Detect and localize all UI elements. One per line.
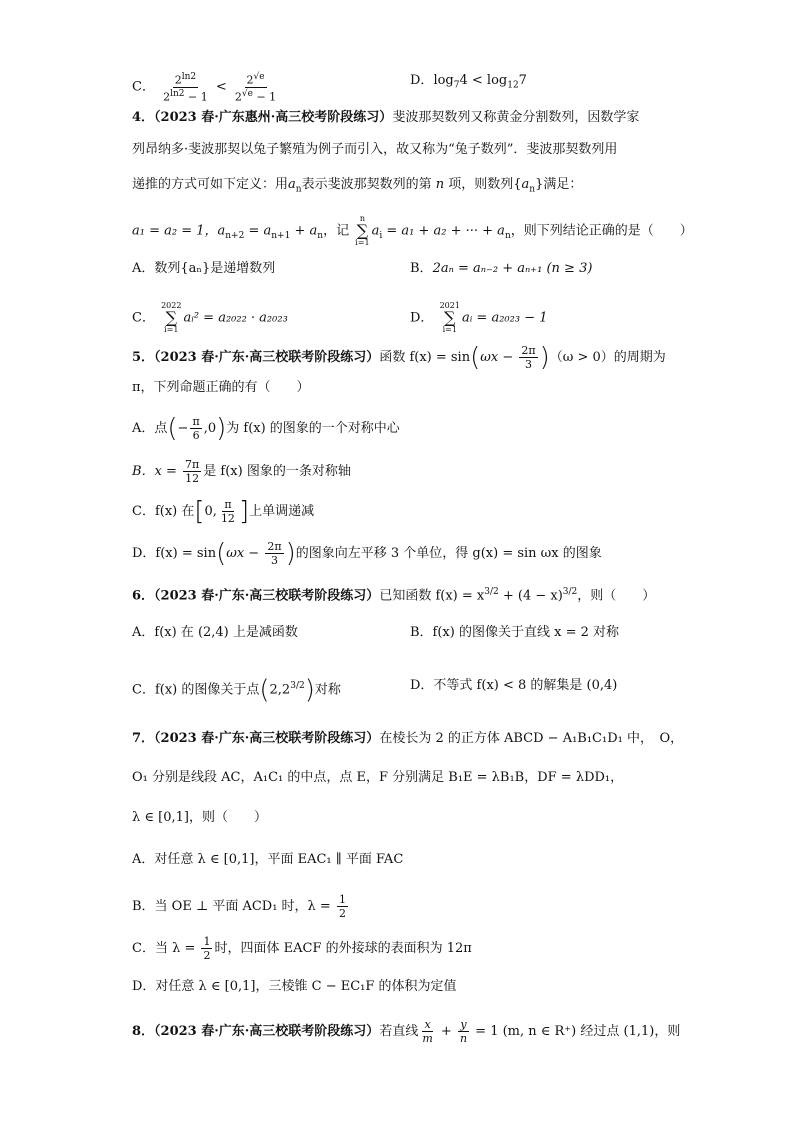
q6-stem: 6．（2023 春·广东·高三校联考阶段练习）已知函数 $f(x) = x^{3/2} + (4 - x)^{3/2}$，则（ ） <box>132 587 656 604</box>
q3-option-d: D．$\log_74 < \log_{12}7$ <box>410 73 527 91</box>
q3-fraction-1: $\frac{2^{ln2}}{2^{ln2} - 1}$ <box>163 72 208 104</box>
q7-option-b: B．当 OE ⊥ 平面 ACD₁ 时，λ = $\frac{1}{2}$ <box>132 893 346 920</box>
q4d-sum-symbol: 2021 ∑ i=1 <box>439 301 460 334</box>
q4-option-d: D． 2021 ∑ i=1 aᵢ = a₂₀₂₃ − 1 <box>410 301 548 334</box>
q4-option-b: B．2aₙ = aₙ₋₂ + aₙ₊₁ (n ≥ 3) <box>410 261 593 276</box>
q5-option-d: D．f(x) = sin(ωx − $\frac{2\pi}{3}$ )的图象向左平移 3 个单位，得 g(x) = sin ωx 的图象 <box>132 538 602 569</box>
q5-option-c: C．f(x) 在[0, $\frac{\pi}{12}$ ]上单调递减 <box>132 496 315 527</box>
q4c-sum-symbol: 2022 ∑ i=1 <box>161 301 182 334</box>
q4-option-a: A．数列{aₙ}是递增数列 <box>132 261 276 276</box>
q7-option-d: D．对任意 λ ∈ [0,1]，三棱锥 C − EC₁F 的体积为定值 <box>132 979 457 994</box>
q7-option-c: C．当 λ = $\frac{1}{2}$ 时，四面体 EACF 的外接球的表面积为 12π <box>132 935 472 962</box>
q7-option-a: A．对任意 λ ∈ [0,1]，平面 EAC₁ ∥ 平面 FAC <box>132 852 404 867</box>
q6-option-a: A．f(x) 在 (2,4) 上是减函数 <box>132 625 298 640</box>
q8-stem: 8．（2023 春·广东·高三校联考阶段练习）若直线 $\frac{x}{m}$ + $\frac{y}{n}$ = 1 (m, n ∈ R⁺) 经过点 (1,1)，则 <box>132 1018 681 1045</box>
q7-stem-line-2: O₁ 分别是线段 AC，A₁C₁ 的中点，点 E，F 分别满足 B₁E = λB₁B，DF = λDD₁， <box>132 770 624 785</box>
q4-option-c: C． 2022 ∑ i=1 aᵢ² = a₂₀₂₂ · a₂₀₂₃ <box>132 301 288 334</box>
q4-stem-line-3: 递推的方式可如下定义：用$a_n$表示斐波那契数列的第 n 项，则数列$\{a_n\}$满足： <box>132 177 583 195</box>
q7-stem-line-3: λ ∈ [0,1]，则（ ） <box>132 810 267 825</box>
q4-stem-line-2: 列昂纳多·斐波那契以兔子繁殖为例子而引入，故又称为“兔子数列”．斐波那契数列用 <box>132 142 618 157</box>
q6-option-c: C．f(x) 的图像关于点$(2,2^{3/2})$对称 <box>132 674 341 705</box>
q7-stem-line-1: 7．（2023 春·广东·高三校联考阶段练习）在棱长为 2 的正方体 ABCD − A₁B₁C₁D₁ 中， O， <box>132 731 684 746</box>
q5-option-a: A．点(− $\frac{\pi}{6}$ ,0)为 f(x) 的图象的一个对称中心 <box>132 413 400 444</box>
q4-stem-line-4: a₁ = a₂ = 1，$a_{n+2} = a_{n+1} + a_n$，记 n ∑ i=1 $a_i = a_1 + a_2$ + ··· + $a_n$，则下列结论正确的是（ ） <box>132 214 693 247</box>
q5-option-b: B．x = $\frac{7\pi}{12}$ 是 f(x) 图象的一条对称轴 <box>132 458 351 485</box>
q6-option-b: B．f(x) 的图像关于直线 x = 2 对称 <box>410 625 619 640</box>
q5-stem-line-2: π，下列命题正确的有（ ） <box>132 380 310 395</box>
q5-stem-line-1: 5．（2023 春·广东·高三校联考阶段练习）函数 f(x) = sin(ωx − $\frac{2\pi}{3}$ )（ω > 0）的周期为 <box>132 342 666 373</box>
q3-fraction-2: $\frac{2^{√e}}{2^{√e} - 1}$ <box>234 72 277 104</box>
q6-option-d: D．不等式 f(x) < 8 的解集是 (0,4) <box>410 678 618 693</box>
q3-option-c: C． $\frac{2^{ln2}}{2^{ln2} - 1}$ < $\frac{2^{√e}}{2^{√e} - 1}$ <box>132 72 277 104</box>
q4-sum-symbol: n ∑ i=1 <box>355 214 370 247</box>
q4-stem-line-1: 4．（2023 春·广东惠州·高三校考阶段练习）斐波那契数列又称黄金分割数列，因数学家 <box>132 110 640 125</box>
